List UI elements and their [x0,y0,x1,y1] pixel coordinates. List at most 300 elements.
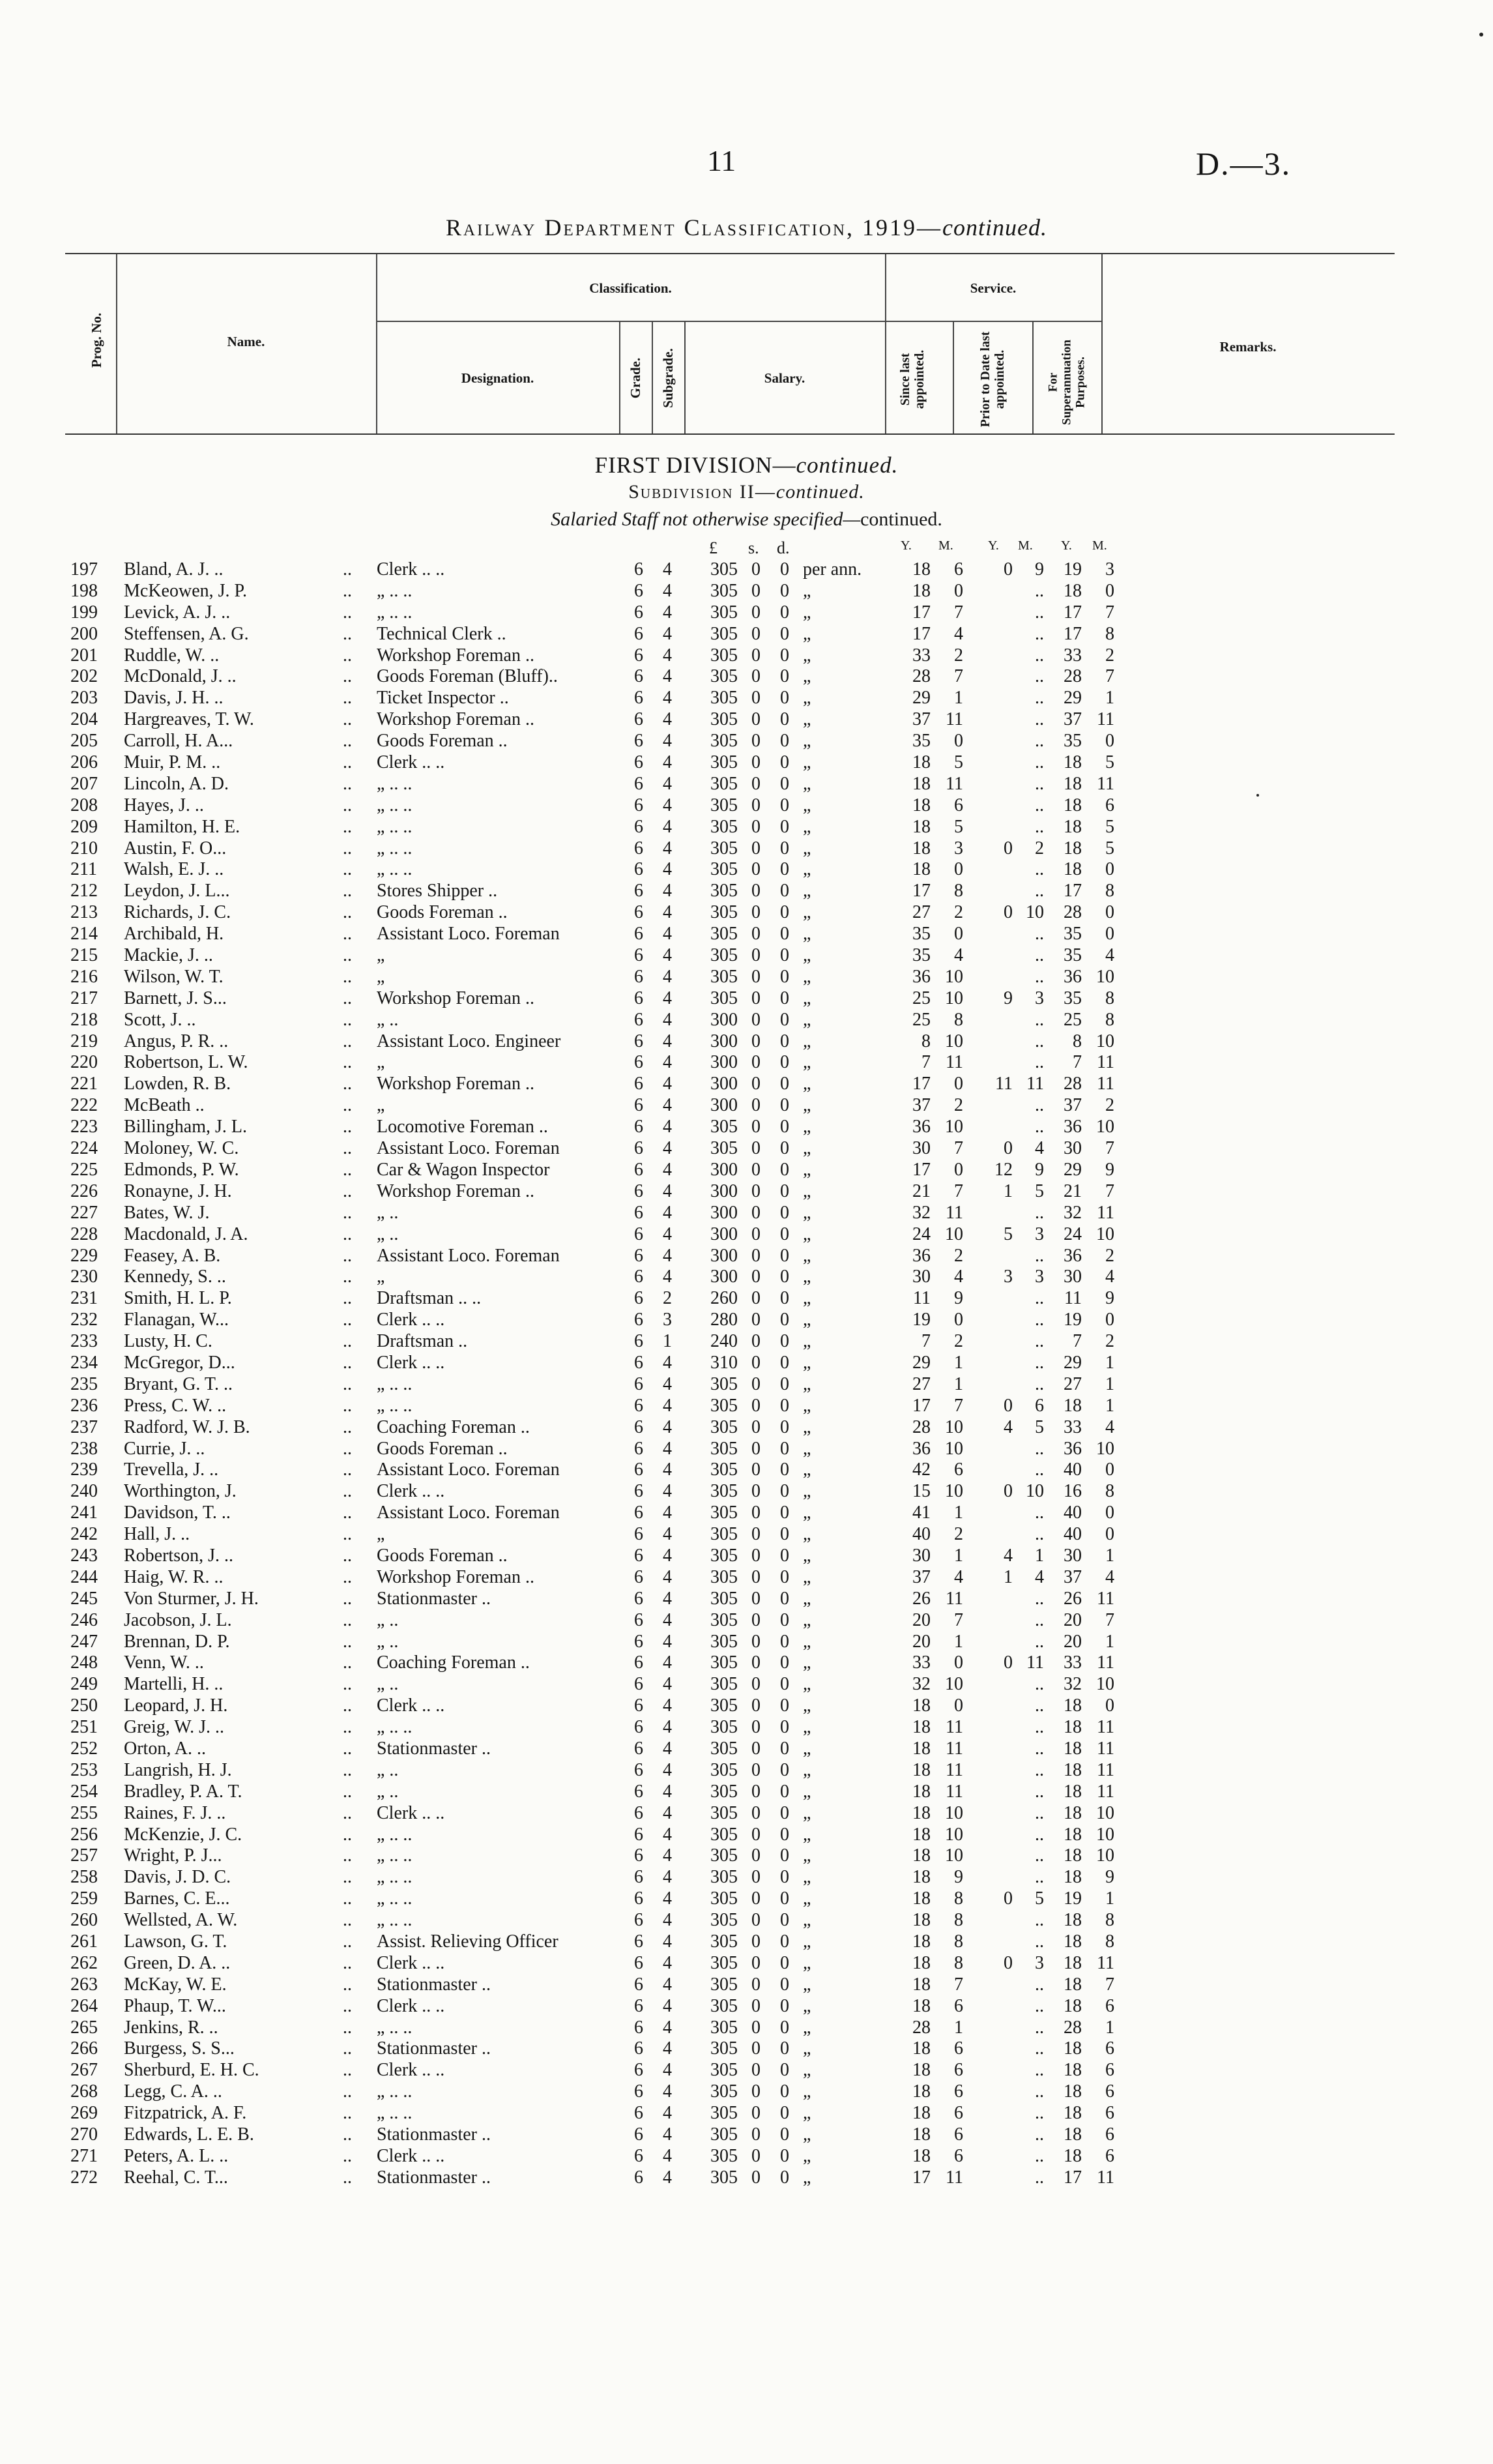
prior-months: .. [1035,1845,1044,1866]
designation: Stationmaster .. [377,1974,491,1995]
prog-no: 254 [70,1781,98,1802]
subgrade: 4 [663,1267,672,1287]
grade: 6 [634,1566,643,1587]
prior-years: 12 [994,1159,1013,1180]
super-years: 18 [1064,1867,1082,1888]
prog-no: 241 [70,1503,98,1523]
prog-no: 206 [70,752,98,773]
designation: Clerk .. .. [377,559,445,579]
table-row [0,1417,1493,1439]
prior-months: 1 [1035,1545,1044,1566]
table-row [0,1803,1493,1825]
since-years: 7 [921,1052,931,1073]
table-row [0,1888,1493,1910]
super-months: 0 [1105,1695,1114,1716]
name: Billingham, J. L. [124,1117,247,1137]
leader-dots: .. [343,816,352,837]
subgrade: 4 [663,1459,672,1480]
salary-pence: 0 [780,580,789,601]
prior-years: 0 [1004,1652,1013,1673]
table-row [0,1052,1493,1074]
leader-dots: .. [343,1759,352,1780]
since-years: 27 [912,1373,931,1394]
leader-dots: .. [343,1352,352,1373]
salary-shillings: 0 [751,666,761,687]
super-months: 11 [1097,1717,1114,1738]
prior-months: .. [1035,1588,1044,1609]
table-row [0,1095,1493,1117]
super-months: 2 [1105,1095,1114,1116]
leader-dots: .. [343,1931,352,1952]
salary-pounds: 305 [710,645,738,666]
name: Levick, A. J. .. [124,602,231,623]
salary-shillings: 0 [751,1824,761,1845]
since-months: 1 [954,688,963,709]
salary-pence: 0 [780,2081,789,2102]
designation: Coaching Foreman .. [377,1652,530,1673]
table-row [0,1610,1493,1632]
prior-months: 6 [1035,1395,1044,1416]
table-row [0,902,1493,924]
salary-period: „ [803,1888,811,1909]
salary-period: „ [803,752,811,773]
super-years: 20 [1064,1631,1082,1652]
designation: Assistant Loco. Foreman [377,1245,560,1266]
since-years: 25 [912,988,931,1008]
title-main: Railway Department Classification, 1919— [446,214,943,241]
grade: 6 [634,2167,643,2188]
since-years: 30 [912,1267,931,1287]
name: Raines, F. J. .. [124,1802,226,1823]
super-years: 17 [1064,602,1082,623]
super-years: 19 [1064,559,1082,579]
table-row [0,1439,1493,1460]
prior-months: 3 [1035,1952,1044,1973]
prog-no: 235 [70,1373,98,1394]
salary-pounds: 305 [710,881,738,902]
salary-period: „ [803,2167,811,2188]
since-years: 17 [912,1395,931,1416]
leader-dots: .. [343,902,352,923]
salary-shillings: 0 [751,1288,761,1309]
prog-no: 208 [70,795,98,815]
table-row [0,1931,1493,1953]
salary-period: „ [803,838,811,858]
leader-dots: .. [343,1652,352,1673]
header-designation: Designation. [461,370,534,386]
since-years: 36 [912,1245,931,1266]
since-years: 15 [912,1481,931,1502]
salary-period: „ [803,623,811,644]
salary-period: „ [803,1481,811,1502]
name: Lincoln, A. D. [124,773,229,794]
prog-no: 238 [70,1438,98,1459]
grade: 6 [634,988,643,1008]
salary-pence: 0 [780,1288,789,1309]
super-years: 29 [1064,1159,1082,1180]
grade: 6 [634,1009,643,1030]
designation: Car & Wagon Inspector [377,1159,550,1180]
subgrade: 4 [663,1009,672,1030]
salary-pounds: 305 [710,859,738,880]
prior-months: .. [1035,1052,1044,1073]
grade: 6 [634,1931,643,1952]
salary-shillings: 0 [751,1245,761,1266]
salary-shillings: 0 [751,559,761,579]
grade: 6 [634,881,643,902]
grade: 6 [634,1224,643,1244]
super-months: 1 [1105,688,1114,709]
subgrade: 4 [663,1159,672,1180]
salary-period: „ [803,2038,811,2059]
table-row [0,602,1493,624]
super-months: 7 [1105,1609,1114,1630]
division-continued: continued. [796,452,899,478]
designation: Assistant Loco. Foreman [377,1459,560,1480]
super-months: 4 [1105,1566,1114,1587]
prog-no: 204 [70,709,98,730]
since-months: 0 [954,1310,963,1330]
table-row [0,795,1493,817]
prior-months: .. [1035,580,1044,601]
prior-months: .. [1035,966,1044,987]
table-row [0,859,1493,881]
salary-shillings: 0 [751,752,761,773]
super-months: 4 [1105,1416,1114,1437]
since-years: 37 [912,1095,931,1116]
grade: 6 [634,1695,643,1716]
subgrade: 4 [663,2145,672,2166]
salary-period: „ [803,1503,811,1523]
salary-shillings: 0 [751,709,761,730]
salary-pounds: 300 [710,1159,738,1180]
super-months: 1 [1105,1395,1114,1416]
super-months: 8 [1105,1009,1114,1030]
salary-pence: 0 [780,1331,789,1352]
since-years: 18 [912,816,931,837]
prog-no: 207 [70,773,98,794]
salary-pence: 0 [780,1952,789,1973]
leader-dots: .. [343,1888,352,1909]
grade: 6 [634,1588,643,1609]
designation: Assistant Loco. Foreman [377,1503,560,1523]
since-months: 6 [954,795,963,815]
salary-shillings: 0 [751,1395,761,1416]
designation: Goods Foreman (Bluff).. [377,666,558,687]
salary-pounds: 305 [710,816,738,837]
super-years: 40 [1064,1503,1082,1523]
since-years: 18 [912,1824,931,1845]
prior-months: .. [1035,1781,1044,1802]
salary-shillings: 0 [751,945,761,966]
header-grade: Grade. [628,357,643,399]
grade: 6 [634,1373,643,1394]
super-months: 1 [1105,1631,1114,1652]
salary-shillings: 0 [751,645,761,666]
unit-years: Y. [901,538,912,553]
salary-period: „ [803,1310,811,1330]
prog-no: 198 [70,580,98,601]
salary-shillings: 0 [751,1074,761,1094]
since-months: 0 [954,859,963,880]
super-years: 30 [1064,1138,1082,1159]
salary-pounds: 305 [710,602,738,623]
grade: 6 [634,1995,643,2016]
prior-years: 0 [1004,559,1013,579]
since-months: 9 [954,1867,963,1888]
super-months: 6 [1105,2103,1114,2124]
name: Carroll, H. A... [124,731,233,752]
salary-pence: 0 [780,838,789,858]
leader-dots: .. [343,1310,352,1330]
name: Scott, J. .. [124,1009,196,1030]
leader-dots: .. [343,1566,352,1587]
salary-pence: 0 [780,2038,789,2059]
super-months: 0 [1105,580,1114,601]
salary-pounds: 305 [710,2038,738,2059]
salary-period: „ [803,1288,811,1309]
salary-shillings: 0 [751,988,761,1008]
super-years: 18 [1064,795,1082,815]
name: Macdonald, J. A. [124,1224,248,1244]
since-years: 18 [912,2038,931,2059]
prior-years: 9 [1004,988,1013,1008]
since-years: 33 [912,645,931,666]
subgrade: 4 [663,1738,672,1759]
leader-dots: .. [343,966,352,987]
salary-pounds: 305 [710,666,738,687]
super-years: 33 [1064,1652,1082,1673]
salary-pounds: 305 [710,773,738,794]
salary-shillings: 0 [751,1867,761,1888]
unit-row [0,538,1493,559]
salary-pence: 0 [780,1738,789,1759]
grade: 6 [634,688,643,709]
since-years: 18 [912,1781,931,1802]
name: Greig, W. J. .. [124,1717,224,1738]
table-row [0,1374,1493,1396]
salary-shillings: 0 [751,1117,761,1137]
prior-months: .. [1035,881,1044,902]
salary-pounds: 305 [710,1438,738,1459]
name: Ruddle, W. .. [124,645,220,666]
grade: 6 [634,2145,643,2166]
since-months: 6 [954,1995,963,2016]
salary-period: „ [803,881,811,902]
grade: 6 [634,795,643,815]
since-months: 11 [946,1588,963,1609]
subgrade: 4 [663,1352,672,1373]
super-years: 18 [1064,2124,1082,2145]
since-months: 11 [946,1202,963,1223]
salary-pounds: 305 [710,1631,738,1652]
since-years: 30 [912,1138,931,1159]
salary-shillings: 0 [751,1845,761,1866]
grade: 6 [634,1888,643,1909]
subgrade: 4 [663,1031,672,1051]
salary-pence: 0 [780,1052,789,1073]
table-row [0,2060,1493,2081]
salary-period: „ [803,1117,811,1137]
table-row [0,645,1493,667]
since-months: 5 [954,816,963,837]
super-months: 8 [1105,988,1114,1008]
super-years: 18 [1064,1995,1082,2016]
super-years: 18 [1064,859,1082,880]
leader-dots: .. [343,1459,352,1480]
salary-shillings: 0 [751,1202,761,1223]
since-years: 11 [913,1288,931,1309]
table-row [0,1782,1493,1803]
salary-pence: 0 [780,1373,789,1394]
designation: Coaching Foreman .. [377,1416,530,1437]
salary-shillings: 0 [751,1331,761,1352]
salary-pounds: 300 [710,1224,738,1244]
leader-dots: .. [343,1952,352,1973]
grade: 6 [634,1288,643,1309]
since-years: 18 [912,2060,931,2081]
leader-dots: .. [343,2017,352,2038]
name: Kennedy, S. .. [124,1267,226,1287]
designation: „ .. .. [377,2103,413,2124]
name: Reehal, C. T... [124,2167,228,2188]
super-years: 17 [1064,623,1082,644]
designation: Stationmaster .. [377,2124,491,2145]
since-years: 17 [912,881,931,902]
prog-no: 266 [70,2038,98,2059]
salary-shillings: 0 [751,1695,761,1716]
staff-label: Salaried Staff not otherwise specified— [551,508,861,530]
salary-pence: 0 [780,1566,789,1587]
since-years: 33 [912,1652,931,1673]
prog-no: 218 [70,1009,98,1030]
super-years: 18 [1064,1759,1082,1780]
super-months: 11 [1097,1652,1114,1673]
prior-months: .. [1035,1009,1044,1030]
salary-pence: 0 [780,1095,789,1116]
prog-no: 203 [70,688,98,709]
salary-shillings: 0 [751,1781,761,1802]
subgrade: 4 [663,2060,672,2081]
table-row [0,1481,1493,1503]
prior-months: .. [1035,1759,1044,1780]
salary-pence: 0 [780,1416,789,1437]
salary-period: „ [803,602,811,623]
subgrade: 4 [663,795,672,815]
since-months: 6 [954,2124,963,2145]
since-months: 8 [954,881,963,902]
name: Wellsted, A. W. [124,1910,238,1931]
subgrade: 4 [663,838,672,858]
salary-shillings: 0 [751,1031,761,1051]
name: Von Sturmer, J. H. [124,1588,259,1609]
designation: „ .. .. [377,2017,413,2038]
leader-dots: .. [343,1267,352,1287]
prog-no: 247 [70,1631,98,1652]
salary-shillings: 0 [751,838,761,858]
salary-shillings: 0 [751,1416,761,1437]
prior-months: 9 [1035,1159,1044,1180]
subgrade: 4 [663,2038,672,2059]
since-months: 11 [946,1759,963,1780]
super-years: 18 [1064,1802,1082,1823]
grade: 6 [634,1245,643,1266]
subgrade: 4 [663,709,672,730]
salary-pounds: 305 [710,1566,738,1587]
super-months: 6 [1105,2145,1114,2166]
super-months: 7 [1105,666,1114,687]
table-row [0,752,1493,774]
super-months: 11 [1097,773,1114,794]
salary-period: „ [803,1931,811,1952]
prior-months: 3 [1035,988,1044,1008]
super-months: 6 [1105,2081,1114,2102]
prog-no: 201 [70,645,98,666]
prior-months: .. [1035,1631,1044,1652]
grade: 6 [634,1781,643,1802]
table-row [0,1695,1493,1717]
table-row [0,1738,1493,1760]
prog-no: 255 [70,1802,98,1823]
salary-pounds: 305 [710,709,738,730]
super-years: 16 [1064,1481,1082,1502]
subgrade: 4 [663,1952,672,1973]
salary-pounds: 305 [710,2081,738,2102]
table-row [0,1331,1493,1353]
salary-pounds: 305 [710,1545,738,1566]
salary-pounds: 305 [710,1910,738,1931]
name: McBeath .. [124,1095,205,1116]
salary-period: „ [803,1588,811,1609]
since-years: 28 [912,2017,931,2038]
salary-shillings: 0 [751,1717,761,1738]
since-months: 0 [954,731,963,752]
super-years: 40 [1064,1524,1082,1545]
designation: „ .. [377,1609,399,1630]
since-years: 41 [912,1503,931,1523]
grade: 6 [634,1352,643,1373]
since-months: 7 [954,1181,963,1201]
super-months: 0 [1105,1459,1114,1480]
salary-pence: 0 [780,1138,789,1159]
grade: 6 [634,1095,643,1116]
name: Radford, W. J. B. [124,1416,250,1437]
salary-pence: 0 [780,1867,789,1888]
leader-dots: .. [343,1781,352,1802]
super-months: 11 [1097,1952,1114,1973]
super-months: 0 [1105,924,1114,945]
name: Feasey, A. B. [124,1245,221,1266]
prog-no: 216 [70,966,98,987]
salary-shillings: 0 [751,1459,761,1480]
since-years: 18 [912,2145,931,2166]
subgrade: 4 [663,773,672,794]
grade: 6 [634,1845,643,1866]
grade: 6 [634,1181,643,1201]
leader-dots: .. [343,1503,352,1523]
salary-pence: 0 [780,1395,789,1416]
salary-pence: 0 [780,666,789,687]
name: Haig, W. R. .. [124,1566,224,1587]
leader-dots: .. [343,623,352,644]
prog-no: 225 [70,1159,98,1180]
designation: „ .. [377,1202,399,1223]
subgrade: 3 [663,1310,672,1330]
grade: 6 [634,1117,643,1137]
since-months: 5 [954,752,963,773]
since-months: 4 [954,1566,963,1587]
since-years: 18 [912,752,931,773]
